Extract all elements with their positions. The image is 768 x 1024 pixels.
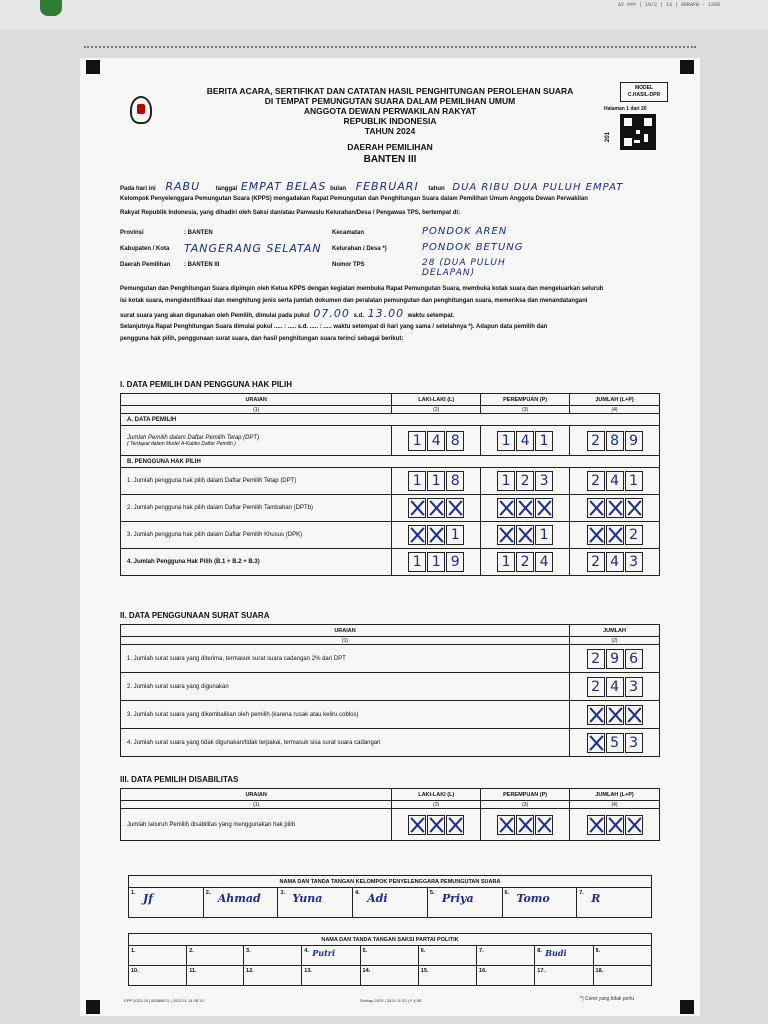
dapil-label: Daerah Pemilihan [120,262,171,268]
signature-image: Budi [545,948,567,958]
section-2-title: II. DATA PENGGUNAAN SURAT SUARA [120,611,270,620]
dpt-label: Jumlah Pemilih dalam Daftar Pemilih Tetap (DPT) [127,434,260,441]
form-header [190,86,590,165]
daerah-label: DAERAH PEMILIHAN [347,142,433,152]
kpps-signature-cell [353,888,428,918]
col-header: LAKI-LAKI (L) [392,789,481,801]
intro-line [120,180,623,193]
col-header: JUMLAH (L+P) [570,789,660,801]
digit-cell [392,549,481,576]
sd-label: s.d. [353,313,364,319]
provinsi-value: : BANTEN [184,230,213,236]
jam-mulai: 07.00 [313,307,350,320]
crossed-digit-box [606,498,624,518]
crossed-digit-box [625,498,643,518]
kelurahan-label: Kelurahan / Desa *) [332,246,387,252]
crossed-digit-box [427,498,445,518]
model-box [620,82,668,102]
signature-image: Priya [441,892,474,905]
col-index: (1) [121,637,570,645]
signature-image: Jf [143,892,153,905]
kpps-title: NAMA DAN TANDA TANGAN KELOMPOK PENYELENGGARA PEMUNGUTAN SUARA [129,876,652,888]
row-label: 4. Jumlah Pengguna Hak Pilih (B.1 + B.2 + B.3) [121,549,392,576]
signature-image: Yuna [292,892,323,905]
saksi-number: 4. [304,948,309,954]
section-1-title: I. DATA PEMILIH DAN PENGGUNA HAK PILIH [120,380,292,389]
digit-box: 1 [497,471,515,491]
crossed-digit-box [587,498,605,518]
row-label: 1. Jumlah pengguna hak pilih dalam Daftar Pemilih Tetap (DPT) [121,468,392,495]
crossed-digit-box [535,815,553,835]
crossed-digit-box [497,815,515,835]
corner-marker-icon [86,1000,100,1014]
col-header: LAKI-LAKI (L) [392,394,481,406]
saksi-cell: 14. [360,966,418,986]
row-label: 2. Jumlah pengguna hak pilih dalam Daftar Pemilih Tambahan (DPTb) [121,495,392,522]
kpps-signature-cell [427,888,502,918]
signature-image: Ahmad [217,892,261,905]
digit-box: 9 [446,552,464,572]
saksi-signature-table [128,933,652,986]
kabupaten-label: Kabupaten / Kota [120,246,170,252]
saksi-cell: 13. [302,966,360,986]
digit-box: 1 [535,431,553,451]
digit-boxes [570,733,659,753]
kpps-signature-cell [278,888,353,918]
signature-image: R [591,892,601,905]
digit-box: 1 [408,431,426,451]
row-label: 4. Jumlah surat suara yang tidak digunakan/tidak terpakai, termasuk sisa surat suara cadangan [121,729,570,757]
header-line: ANGGOTA DEWAN PERWAKILAN RAKYAT [303,106,477,116]
saksi-cell: 18. [593,966,651,986]
crossed-digit-box [606,525,624,545]
saksi-cell: 5. [360,946,418,966]
digit-cell [570,701,660,729]
bulan-label: bulan [330,186,347,192]
pada-hari-ini-label: Pada hari ini [120,186,156,192]
paragraph-line: Selanjutnya Rapat Penghitungan Suara dimulai pukul ..... : ..... s.d. ..... : ..... waktu setempat di hari yang sama / setelahnya *). Adapun data pemilih dan [120,324,548,330]
digit-boxes [392,431,480,451]
digit-box: 1 [497,431,515,451]
digit-cell [570,673,660,701]
saksi-cell: 3. [244,946,302,966]
row-label: 3. Jumlah pengguna hak pilih dalam Daftar Pemilih Khusus (DPK) [121,522,392,549]
signature-image: Tomo [516,892,550,905]
tanggal-value: EMPAT BELAS [240,180,327,193]
digit-boxes [570,431,659,451]
col-header: URAIAN [121,394,392,406]
saksi-cell: 15. [418,966,476,986]
digit-boxes [570,705,659,725]
digit-cell [570,549,660,576]
crossed-digit-box [587,733,605,753]
digit-boxes [481,431,569,451]
digit-boxes [481,471,569,491]
digit-box: 1 [427,471,445,491]
saksi-cell: 9. [593,946,651,966]
waktu-label: waktu setempat. [407,313,455,319]
col-index: (3) [481,801,570,809]
header-line: TAHUN 2024 [364,126,416,136]
section-2-table [120,624,660,757]
kecamatan-value: PONDOK AREN [422,226,508,237]
section-3-table [120,788,660,841]
intro-line-2: Kelompok Penyelenggara Pemungutan Suara (KPPS) mengadakan Rapat Pemungutan dan Penghitungan Suara dalam Pemilihan Umum Anggota Dewan Perwakilan [120,196,588,202]
model-label: MODEL [634,85,654,91]
crossed-digit-box [587,815,605,835]
row-label: 2. Jumlah surat suara yang digunakan [121,673,570,701]
digit-box: 1 [446,525,464,545]
digit-box: 4 [606,677,624,697]
digit-boxes [570,471,659,491]
col-index: (2) [570,637,660,645]
saksi-cell: 6. [418,946,476,966]
digit-box: 1 [408,552,426,572]
signature-image: Adi [367,892,388,905]
tahun-label: tahun [428,186,445,192]
digit-box: 3 [625,677,643,697]
digit-box: 3 [625,552,643,572]
footer-note: *) Coret yang tidak perlu [580,996,634,1002]
dpt-jumlah [570,426,660,456]
kpps-number: 1. [131,890,136,896]
digit-box: 6 [625,649,643,669]
crossed-digit-box [497,525,515,545]
row-label: 1. Jumlah surat suara yang diterima, termasuk surat suara cadangan 2% dari DPT [121,645,570,673]
crossed-digit-box [625,815,643,835]
col-index: (1) [121,406,392,414]
digit-box: 1 [408,471,426,491]
digit-box: 5 [606,733,624,753]
saksi-cell: 10. [129,966,187,986]
digit-box: 4 [516,431,534,451]
saksi-number: 8. [537,948,542,954]
digit-box: 4 [427,431,445,451]
tps-label: Nomor TPS [332,262,365,268]
dpt-label-cell [121,426,392,456]
saksi-cell [302,946,360,966]
col-header: JUMLAH [570,625,660,637]
saksi-cell: 17. [535,966,593,986]
digit-boxes [570,552,659,572]
crossed-digit-box [535,498,553,518]
crossed-digit-box [516,525,534,545]
digit-box: 4 [606,552,624,572]
digit-cell [481,549,570,576]
digit-box: 1 [535,525,553,545]
kpps-signature-cell [129,888,204,918]
saksi-cell [535,946,593,966]
digit-boxes [481,525,569,545]
footer-code: Sirekap 2024 | 2024 11 03 | F 4.55 [360,998,422,1003]
col-index: (2) [392,801,481,809]
row-label: 3. Jumlah surat suara yang dikembalikan oleh pemilih (karena rusak atau keliru coblos) [121,701,570,729]
digit-boxes [570,498,659,518]
kpps-number: 2. [205,890,211,896]
daerah-value: BANTEN III [363,154,417,165]
digit-box: 2 [587,471,605,491]
kpps-signature-cell [577,888,652,918]
digit-boxes [392,471,480,491]
page-indicator: Halaman 1 dari 20 [604,106,647,112]
col-header: URAIAN [121,625,570,637]
col-index: (4) [570,406,660,414]
hari-value: RABU [165,180,201,193]
green-clip-icon [40,0,62,16]
digit-boxes [570,525,659,545]
paragraph-line: isi kotak suara, mengidentifikasi dan menghitung jenis serta jumlah dokumen dan peralatan pemungutan dan penghitungan suara, memeriksa dan menandatangani [120,298,588,304]
digit-cell [570,495,660,522]
perforation-line [84,46,696,48]
digit-box: 2 [587,677,605,697]
bulan-value: FEBRUARI [355,180,419,193]
digit-cell [570,729,660,757]
digit-box: 8 [446,471,464,491]
form-sheet [80,58,700,1016]
crossed-digit-box [427,815,445,835]
signature-image: Putri [312,948,336,958]
digit-cell [570,645,660,673]
photo-background-top [0,0,768,30]
crossed-digit-box [606,705,624,725]
digit-box: 2 [587,552,605,572]
section-1-table [120,393,660,576]
dpt-perempuan [481,426,570,456]
digit-cell [481,522,570,549]
jam-selesai: 13.00 [367,307,405,320]
crossed-digit-box [516,815,534,835]
col-index: (2) [392,406,481,414]
digit-box: 2 [516,471,534,491]
digit-boxes [570,677,659,697]
crossed-digit-box [587,525,605,545]
digit-box: 1 [625,471,643,491]
saksi-cell: 7. [477,946,535,966]
provinsi-label: Provinsi [120,230,144,236]
digit-boxes [392,525,480,545]
model-value: C.HASIL-DPR [627,92,661,98]
digit-box: 1 [427,552,445,572]
saksi-cell: 11. [187,966,244,986]
top-code: A2 ### | 19/2 | 13 | ADRAFB - 1208 [617,2,720,8]
kpps-number: 4. [355,890,360,896]
digit-cell [392,468,481,495]
col-index: (4) [570,801,660,809]
col-header: URAIAN [121,789,392,801]
corner-marker-icon [680,1000,694,1014]
tahun-value: DUA RIBU DUA PULUH EMPAT [452,182,624,193]
saksi-cell: 2. [187,946,244,966]
crossed-digit-box [446,498,464,518]
digit-cell [392,495,481,522]
header-line: REPUBLIK INDONESIA [343,116,437,126]
saksi-cell: 16. [477,966,535,986]
digit-box: 9 [625,431,643,451]
category-a: A. DATA PEMILIH [121,414,660,426]
kelurahan-value: PONDOK BETUNG [422,242,524,253]
digit-cell [481,495,570,522]
dapil-value: : BANTEN III [184,262,220,268]
qr-code-icon [620,114,656,150]
crossed-digit-box [408,525,426,545]
row-label: Jumlah seluruh Pemilih disabilitas yang menggunakan hak pilih [121,809,392,841]
kpps-number: 3. [280,890,285,896]
saksi-title: NAMA DAN TANDA TANGAN SAKSI PARTAI POLITIK [129,934,652,946]
corner-marker-icon [680,60,694,74]
category-b: B. PENGGUNA HAK PILIH [121,456,660,468]
digit-cell [570,809,660,841]
digit-box: 1 [497,552,515,572]
tps-value: 28 (DUA PULUH DELAPAN) [422,258,506,278]
digit-box: 3 [625,733,643,753]
kpps-number: 6. [504,890,510,896]
qr-number: 201 [605,131,612,143]
digit-box: 2 [625,525,643,545]
header-line: DI TEMPAT PEMUNGUTAN SUARA DALAM PEMILIHAN UMUM [264,96,516,106]
kpps-signature-cell [502,888,577,918]
paragraph-text: surat suara yang akan digunakan oleh Pemilih, dimulai pada pukul [120,313,310,319]
section-3-title: III. DATA PEMILIH DISABILITAS [120,775,239,784]
saksi-cell: 1. [129,946,187,966]
crossed-digit-box [408,815,426,835]
crossed-digit-box [408,498,426,518]
kecamatan-label: Kecamatan [332,230,365,236]
dpt-note: ( Terdapat dalam Model A-Kabko Daftar Pemilih ) [127,440,236,447]
digit-boxes [481,815,569,835]
crossed-digit-box [516,498,534,518]
crossed-digit-box [625,705,643,725]
digit-cell [392,809,481,841]
digit-box: 8 [446,431,464,451]
paragraph-line: pengguna hak pilih, penggunaan surat suara, dan hasil penghitungan suara terinci sebagai berikut: [120,336,404,342]
kpps-signature-table [128,875,652,918]
kpps-number: 7. [579,890,584,896]
digit-box: 2 [587,649,605,669]
header-line: BERITA ACARA, SERTIFIKAT DAN CATATAN HASIL PENGHITUNGAN PEROLEHAN SUARA [206,86,574,96]
digit-cell [392,522,481,549]
col-header: JUMLAH (L+P) [570,394,660,406]
crossed-digit-box [606,815,624,835]
digit-box: 8 [606,431,624,451]
saksi-cell: 12. [244,966,302,986]
kpps-number: 5. [429,890,435,896]
corner-marker-icon [86,60,100,74]
col-index: (3) [481,406,570,414]
footer-code: CPP 2023-24 | 8258867X | 2023 11 14 08 13 [124,998,204,1003]
kpu-logo-icon [130,96,152,124]
digit-boxes [481,498,569,518]
crossed-digit-box [497,498,515,518]
digit-boxes [392,498,480,518]
crossed-digit-box [446,815,464,835]
digit-cell [481,468,570,495]
digit-boxes [392,552,480,572]
digit-box: 2 [516,552,534,572]
paragraph-line: Pemungutan dan Penghitungan Suara dipimpin oleh Ketua KPPS dengan kegiatan membuka Rapat Pemungutan Suara, membuka kotak suara dan mengeluarkan seluruh [120,286,604,292]
col-header: PEREMPUAN (P) [481,789,570,801]
digit-box: 4 [606,471,624,491]
digit-boxes [392,815,480,835]
digit-cell [570,468,660,495]
digit-box: 4 [535,552,553,572]
digit-boxes [570,815,659,835]
crossed-digit-box [587,705,605,725]
paragraph-line [120,308,660,322]
tanggal-label: tanggal [215,186,238,192]
digit-boxes [481,552,569,572]
col-index: (1) [121,801,392,809]
dpt-laki [392,426,481,456]
digit-cell [570,522,660,549]
digit-box: 9 [606,649,624,669]
col-header: PEREMPUAN (P) [481,394,570,406]
kpps-signature-cell [203,888,278,918]
intro-line-3: Rakyat Republik Indonesia, yang dihadiri oleh Saksi dan/atau Panwaslu Kelurahan/Desa / Pengawas TPS, bertempat di: [120,210,461,216]
digit-box: 2 [587,431,605,451]
digit-box: 3 [535,471,553,491]
kabupaten-value: TANGERANG SELATAN [184,242,322,255]
digit-cell [481,809,570,841]
crossed-digit-box [427,525,445,545]
digit-boxes [570,649,659,669]
